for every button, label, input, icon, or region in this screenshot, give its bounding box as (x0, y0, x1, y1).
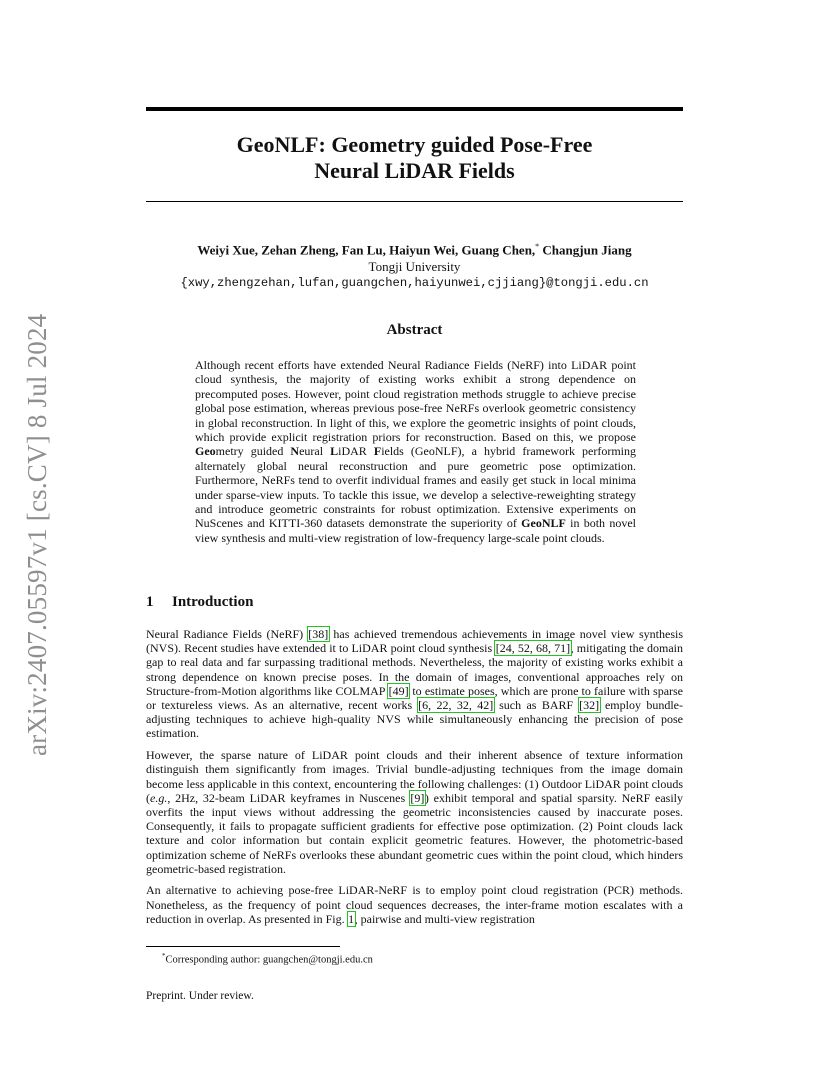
abstract-metry: metry guided (215, 444, 291, 459)
para1-text-1: Neural Radiance Fields (NeRF) (146, 627, 308, 641)
author-list: Weiyi Xue, Zehan Zheng, Fan Lu, Haiyun Wei, Guang Chen, (197, 242, 536, 258)
abstract-idar: iDAR (338, 444, 374, 459)
citation-link[interactable]: [32] (579, 698, 600, 713)
abstract-part-a: Although recent efforts have extended Neural Radiance Fields (NeRF) into LiDAR point cloud synthesis, the majority of existing works exhibit a strong dependence on precomputed poses. However, point cloud registration methods struggle to achieve precise global pose estimation, whereas previous pose-free NeRFs overlook geometric consistency in global reconstruction. In light of this, we explore the geometric insights of point clouds, which provide explicit registration priors for reconstruction. Based on this, we propose (195, 358, 636, 445)
citation-link[interactable]: [6, 22, 32, 42] (418, 698, 494, 713)
footnote-mark: * (162, 952, 166, 960)
footnote-rule (146, 946, 340, 947)
para2-text-1: However, the sparse nature of LiDAR point clouds and their inherent absence of texture information distinguish them significantly from images. Trivial bundle-adjusting techniques from the image domain become less applicable in this context, encountering the following challenges: (1) Outdoor LiDAR point clouds ( (146, 748, 683, 805)
corresponding-author-mark: * (535, 242, 540, 251)
abstract-eural: eural (299, 444, 331, 459)
footnote (146, 950, 683, 967)
para2-text-2: , 2Hz, 32-beam LiDAR keyframes in Nuscenes (167, 790, 410, 805)
abstract-bold-geonlf: GeoNLF (521, 516, 566, 531)
section-title: Introduction (172, 594, 254, 610)
citation-link[interactable]: [38] (308, 627, 329, 641)
paper-title (146, 132, 683, 184)
footnote-text: Corresponding author: guangchen@tongji.edu.cn (165, 954, 373, 966)
paragraph-1 (146, 627, 683, 741)
paragraph-2 (146, 748, 683, 876)
para2-eg: e.g. (150, 790, 168, 805)
paper-title-line-2: Neural LiDAR Fields (314, 158, 515, 183)
citation-link[interactable]: [49] (388, 683, 409, 698)
author-names (146, 239, 683, 259)
preprint-notice: Preprint. Under review. (146, 990, 254, 1002)
para1-text-5: such as BARF (493, 698, 579, 713)
affiliation: Tongji University (368, 258, 461, 274)
title-top-rule (146, 107, 683, 111)
author-block (146, 239, 683, 292)
para3-text-2: , pairwise and multi-view registration (354, 911, 535, 926)
paper-title-line-1: GeoNLF: Geometry guided Pose-Free (236, 132, 593, 157)
abstract-part-b: ields (GeoNLF), a hybrid framework performing alternately global neural reconstruction and pure geometric pose optimization. Furthermore, NeRFs tend to overfit individual frames and easily get stuck in local minima under sparse-view inputs. To tackle this issue, we develop a selective-reweighting strategy and introduce geometric constraints for robust optimization. Extensive experiments on NuScenes and KITTI-360 datasets demonstrate the superiority of (195, 444, 636, 531)
author-last: Changjun Jiang (542, 242, 632, 258)
section-number: 1 (146, 594, 154, 610)
section-heading-introduction (146, 594, 253, 611)
para1-text-3: , mitigating the domain gap to real data and far surpassing traditional methods. Nevertheless, the majority of existing works exhibit a strong dependence on known precise poses. In the domain of images, conventional approaches rely on Structure-from-Motion algorithms like COLMAP (146, 641, 684, 698)
figure-link[interactable]: 1 (348, 911, 355, 926)
para3-text-1: An alternative to achieving pose-free LiDAR-NeRF is to employ point cloud registration (PCR) methods. Nonetheless, as the frequency of point cloud sequences decreases, the inter-frame motion escalates with a reduction in overlap. As presented in Fig. (146, 883, 683, 926)
citation-link[interactable]: [24, 52, 68, 71] (495, 641, 571, 656)
para1-text-6: employ bundle-adjusting techniques to achieve high-quality NVS while simultaneously enhancing the precision of pose estimation. (146, 698, 683, 741)
para1-text-2: has achieved tremendous achievements in image novel view synthesis (NVS). Recent studies have extended it to LiDAR point cloud synthesis (146, 627, 683, 656)
arxiv-identifier-stamp: arXiv:2407.05597v1 [cs.CV] 8 Jul 2024 (22, 313, 52, 756)
para2-text-3: ) exhibit temporal and spatial sparsity. NeRF easily overfits the input views without addressing the geometric inconsistencies caused by inaccurate poses. Consequently, it fails to propagate sufficient gradients for effective pose optimization. (2) Point clouds lack texture and color information but contain explicit geometric features. However, the photometric-based optimization scheme of NeRFs overlooks these abundant geometric cues within the point cloud, which hinders geometric-based registration. (146, 790, 683, 876)
title-bottom-rule (146, 201, 683, 202)
abstract-part-c: in both novel view synthesis and multi-view registration of low-frequency large-scale point clouds. (195, 516, 636, 545)
abstract-bold-geo: Geo (195, 444, 216, 459)
abstract-heading: Abstract (386, 322, 443, 338)
abstract-bold-f: F (373, 444, 382, 459)
citation-link[interactable]: [9] (410, 790, 425, 805)
abstract-bold-l: L (330, 444, 339, 459)
para1-text-4: to estimate poses, which are prone to failure with sparse or textureless views. As an alternative, recent works (146, 683, 684, 713)
author-emails: {xwy,zhengzehan,lufan,guangchen,haiyunwei,cjjiang}@tongji.edu.cn (180, 276, 649, 291)
introduction-body (146, 627, 683, 934)
paragraph-3 (146, 883, 683, 926)
abstract-bold-n: N (290, 444, 300, 459)
abstract-text (195, 358, 636, 545)
